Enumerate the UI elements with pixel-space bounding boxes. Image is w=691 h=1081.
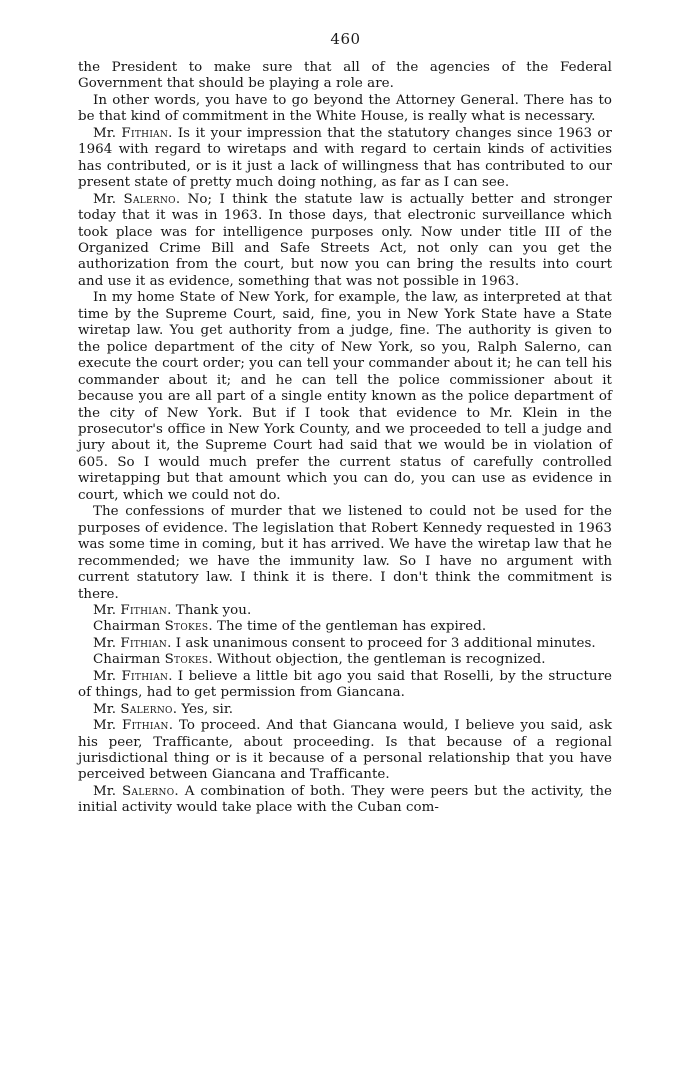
paragraph-text: . Thank you. <box>167 602 252 618</box>
paragraph-text: . Without objection, the gentleman is recognized. <box>208 652 546 668</box>
speaker-name: Stokes <box>164 652 209 668</box>
paragraph <box>78 636 612 652</box>
paragraph <box>78 504 612 603</box>
speaker-prefix: Mr. <box>93 701 121 717</box>
paragraph-text: In other words, you have to go beyond the Attorney General. There has to be that kind of commitment in the White House, is really what is necessary. <box>78 92 612 125</box>
speaker-prefix: Mr. <box>93 191 124 207</box>
speaker-prefix: Chairman <box>93 619 165 635</box>
speaker-prefix: Mr. <box>93 635 121 651</box>
speaker-name: Salerno <box>122 783 175 799</box>
paragraph <box>78 669 612 702</box>
speaker-prefix: Mr. <box>93 718 122 734</box>
paragraph-text: . I believe a little bit ago you said that Roselli, by the structure of things, had to get permission from Giancana. <box>78 668 612 701</box>
paragraph <box>78 652 612 668</box>
speaker-name: Fithian <box>121 718 169 734</box>
speaker-name: Salerno <box>120 701 173 717</box>
paragraph <box>78 126 612 192</box>
speaker-name: Fithian <box>120 635 168 651</box>
speaker-name: Salerno <box>123 191 176 207</box>
transcript-text <box>78 60 612 817</box>
speaker-prefix: Chairman <box>93 652 165 668</box>
paragraph-text: . To proceed. And that Giancana would, I believe you said, ask his peer, Trafficante, about proceeding. Is that because of a regional jurisdictional thing or is it because of a personal relationship that you have perceived between Giancana and Trafficante. <box>78 718 613 783</box>
speaker-prefix: Mr. <box>93 125 122 141</box>
speaker-name: Fithian <box>120 602 168 618</box>
paragraph-text: The confessions of murder that we listened to could not be used for the purposes of evidence. The legislation that Robert Kennedy requested in 1963 was some time in coming, but it has arrived. We have the wiretap law that he recommended; we have the immunity law. So I have no argument with current statutory law. I think it is there. I don't think the commitment is there. <box>78 504 612 602</box>
paragraph-text: . A combination of both. They were peers but the activity, the initial activity would take place with the Cuban com- <box>78 783 613 816</box>
speaker-name: Fithian <box>121 668 169 684</box>
paragraph-text: In my home State of New York, for example, the law, as interpreted at that time by the Supreme Court, said, fine, you in New York State have a State wiretap law. You get authority from a judge, fine. The authority is given to the police department of the city of New York, so you, Ralph Salerno, can execute the court order; you can tell your commander about it; he can tell his commander about it; and he can tell the police commissioner about it because you are all part of a single entity known as the police department of the city of New York. But if I took that evidence to Mr. Klein in the prosecutor's office in New York County, and we proceeded to tell a judge and jury about it, the Supreme Court had said that we would be in violation of 605. So I would much prefer the current status of carefully controlled wiretapping but that amount which you can do, you can use as evidence in court, which we could not do. <box>78 290 612 503</box>
paragraph-text: the President to make sure that all of the agencies of the Federal Government that should be playing a role are. <box>78 60 612 92</box>
speaker-prefix: Mr. <box>93 783 123 799</box>
paragraph <box>78 192 612 291</box>
paragraph <box>78 290 612 504</box>
paragraph <box>78 784 612 817</box>
paragraph-text: . Yes, sir. <box>172 701 234 717</box>
speaker-name: Stokes <box>164 619 209 635</box>
speaker-name: Fithian <box>121 125 169 141</box>
paragraph <box>78 60 612 93</box>
paragraph <box>78 702 612 718</box>
speaker-prefix: Mr. <box>93 668 122 684</box>
paragraph-text: . No; I think the statute law is actually better and stronger today that it was in 1963. In those days, that electronic surveillance which took place was for intelligence purposes only. Now under title III of the Organized Crime Bill and Safe Streets Act, not only can you get the authorization from the court, but now you can bring the results into court and use it as evidence, something that was not possible in 1963. <box>78 191 613 289</box>
paragraph-text: . The time of the gentleman has expired. <box>208 619 487 635</box>
paragraph <box>78 619 612 635</box>
paragraph-text: . Is it your impression that the statutory changes since 1963 or 1964 with regard to wiretaps and with regard to certain kinds of activities has contributed, or is it just a lack of willingness that has contributed to our present state of pretty much doing nothing, as far as I can see. <box>78 125 612 191</box>
speaker-prefix: Mr. <box>93 602 121 618</box>
paragraph <box>78 93 612 126</box>
paragraph-text: . I ask unanimous consent to proceed for 3 additional minutes. <box>167 635 596 651</box>
paragraph <box>78 718 612 784</box>
page-number: 460 <box>330 30 361 48</box>
paragraph <box>78 603 612 619</box>
